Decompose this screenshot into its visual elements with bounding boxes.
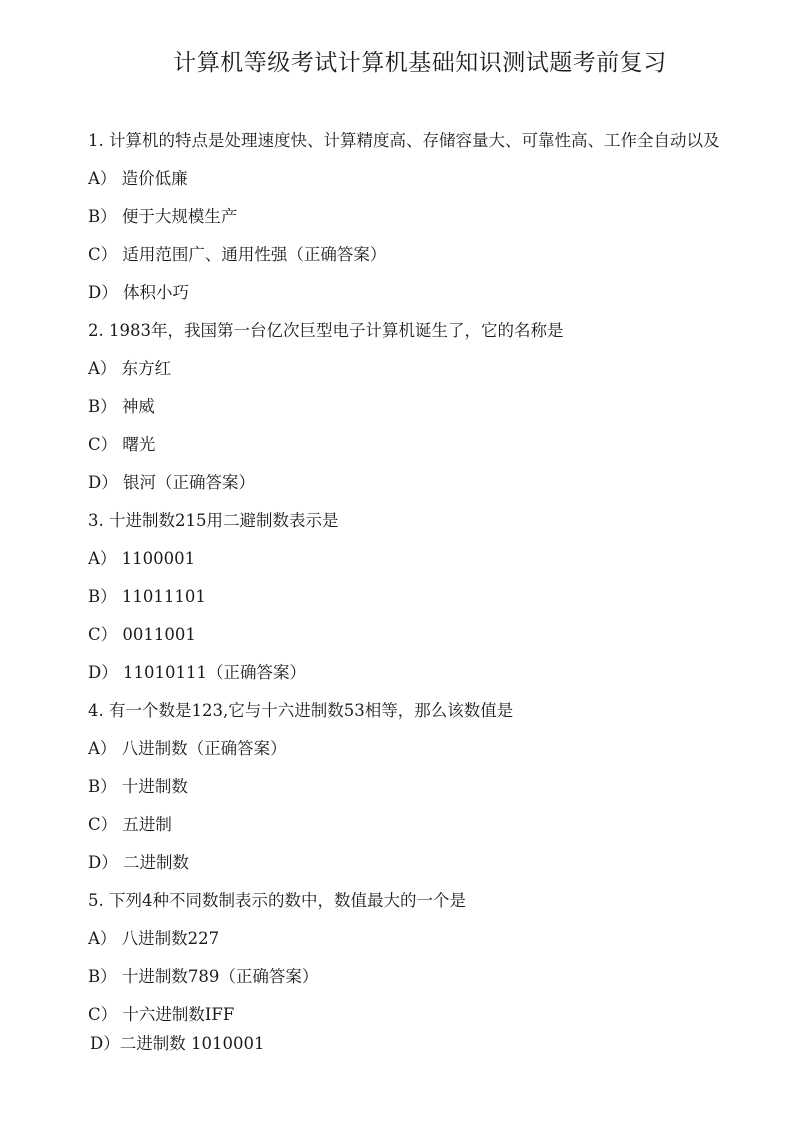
option-b: B） 11011101 [88,587,206,606]
option-c: C） 五进制 [88,815,172,834]
question-stem: 4. 有一个数是123,它与十六进制数53相等，那么该数值是 [88,701,514,720]
question-stem: 1. 计算机的特点是处理速度快、计算精度高、存储容量大、可靠性高、工作全自动以及 [88,131,720,150]
option-c: C） 0011001 [88,625,196,644]
question-3 [56,502,746,692]
question-5 [56,882,746,1058]
question-2 [56,312,746,502]
option-d: D） 11010111（正确答案） [88,663,306,682]
option-b: B） 便于大规模生产 [88,207,238,226]
option-a: A） 八进制数（正确答案） [88,739,287,758]
page-title: 计算机等级考试计算机基础知识测试题考前复习 [173,50,667,76]
option-b: B） 神威 [88,397,155,416]
option-c: C） 十六进制数IFF [88,1005,235,1024]
question-stem: 2. 1983年，我国第一台亿次巨型电子计算机诞生了，它的名称是 [88,321,564,340]
question-stem: 3. 十进制数215用二避制数表示是 [88,511,339,530]
option-d: D）二进制数 1010001 [90,1034,265,1053]
option-c: C） 适用范围广、通用性强（正确答案） [88,245,387,264]
option-a: A） 造价低廉 [88,169,188,188]
option-a: A） 东方红 [88,359,172,378]
question-1 [56,122,746,312]
option-d: D） 体积小巧 [88,283,189,302]
question-4 [56,692,746,882]
option-b: B） 十进制数789（正确答案） [88,967,319,986]
question-list [56,122,746,1058]
option-a: A） 八进制数227 [88,929,220,948]
question-stem: 5. 下列4种不同数制表示的数中，数值最大的一个是 [88,891,466,910]
option-d: D） 银河（正确答案） [88,473,255,492]
option-c: C） 曙光 [88,435,156,454]
option-a: A） 1100001 [88,549,196,568]
option-d: D） 二进制数 [88,853,189,872]
option-b: B） 十进制数 [88,777,188,796]
